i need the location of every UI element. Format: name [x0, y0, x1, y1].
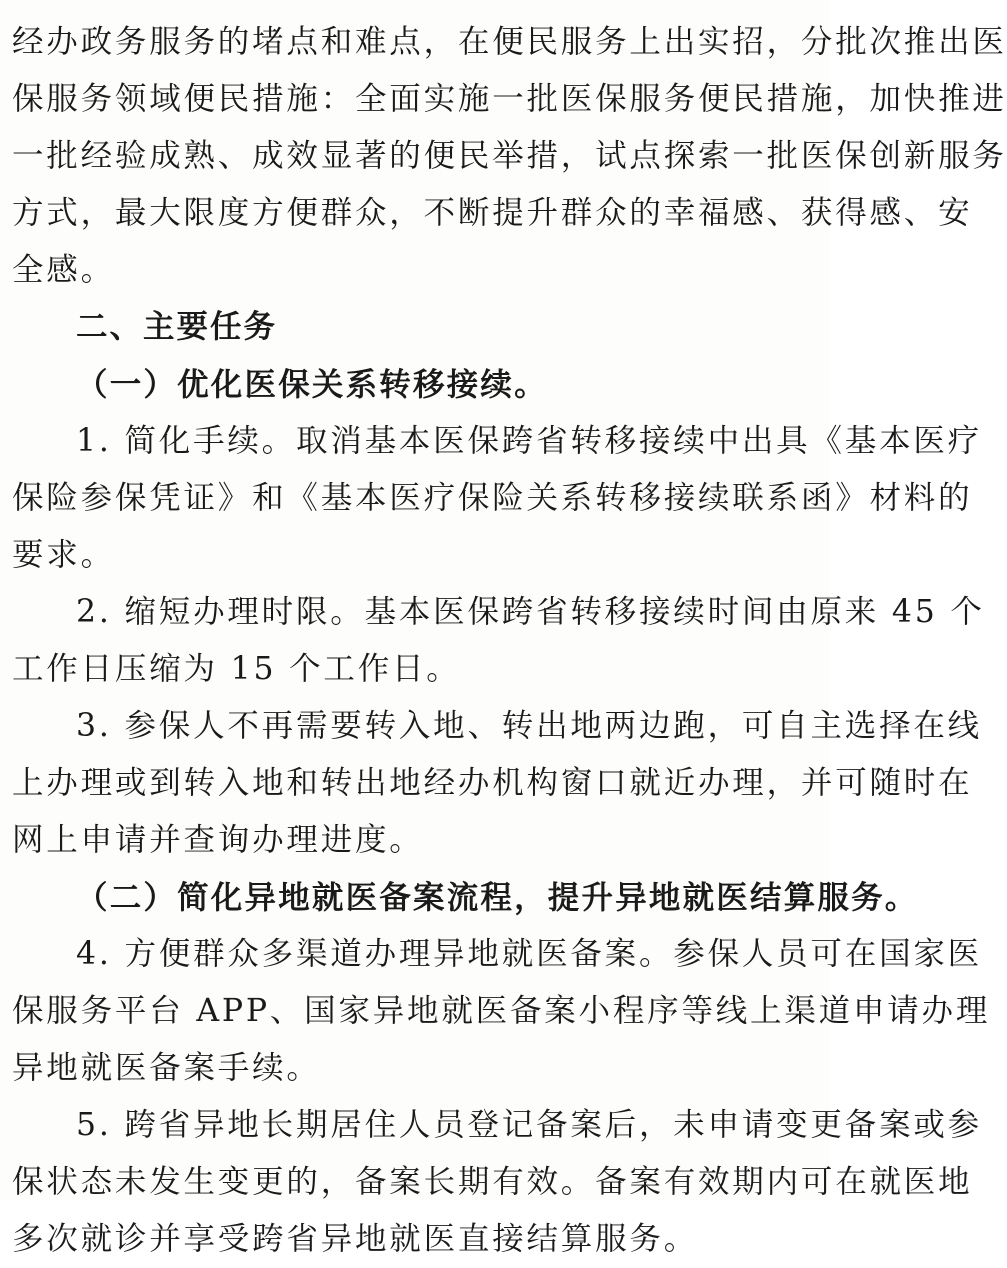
document-body	[12, 14, 1007, 1268]
text-line: 保状态未发生变更的，备案长期有效。备案有效期内可在就医地	[12, 1164, 973, 1200]
item-5-paragraph	[12, 1097, 982, 1268]
subsection-heading-1: （一）优化医保关系转移接续。	[76, 366, 548, 403]
subsection-heading-2: （二）简化异地就医备案流程，提升异地就医结算服务。	[76, 879, 919, 916]
text-line: 保险参保凭证》和《基本医疗保险关系转移接续联系函》材料的	[12, 480, 973, 516]
text-line: 网上申请并查询办理进度。	[12, 822, 424, 858]
text-line: 一批经验成熟、成效显著的便民举措，试点探索一批医保创新服务	[12, 138, 1007, 174]
text-line: 全感。	[12, 252, 115, 288]
text-line: 3. 参保人不再需要转入地、转出地两边跑，可自主选择在线	[76, 708, 982, 744]
text-line: 5. 跨省异地长期居住人员登记备案后，未申请变更备案或参	[76, 1107, 982, 1143]
text-line: 上办理或到转入地和转出地经办机构窗口就近办理，并可随时在	[12, 765, 973, 801]
item-2-paragraph	[12, 584, 985, 698]
text-line: 2. 缩短办理时限。基本医保跨省转移接续时间由原来 45 个	[76, 594, 985, 630]
text-line: 经办政务服务的堵点和难点，在便民服务上出实招，分批次推出医	[12, 24, 1007, 60]
text-line: 工作日压缩为 15 个工作日。	[12, 651, 461, 687]
item-1-paragraph	[12, 413, 982, 584]
text-line: 多次就诊并享受跨省异地就医直接结算服务。	[12, 1221, 699, 1257]
intro-paragraph	[12, 14, 1007, 299]
text-line: 方式，最大限度方便群众，不断提升群众的幸福感、获得感、安	[12, 195, 973, 231]
section-heading: 二、主要任务	[76, 309, 278, 345]
item-4-paragraph	[12, 926, 991, 1097]
text-line: 保服务平台 APP、国家异地就医备案小程序等线上渠道申请办理	[12, 993, 991, 1029]
text-line: 1. 简化手续。取消基本医保跨省转移接续中出具《基本医疗	[76, 423, 982, 459]
text-line: 4. 方便群众多渠道办理异地就医备案。参保人员可在国家医	[76, 936, 982, 972]
text-line: 异地就医备案手续。	[12, 1050, 321, 1086]
item-3-paragraph	[12, 698, 982, 869]
text-line: 要求。	[12, 537, 115, 573]
text-line: 保服务领域便民措施：全面实施一批医保服务便民措施，加快推进	[12, 81, 1007, 117]
